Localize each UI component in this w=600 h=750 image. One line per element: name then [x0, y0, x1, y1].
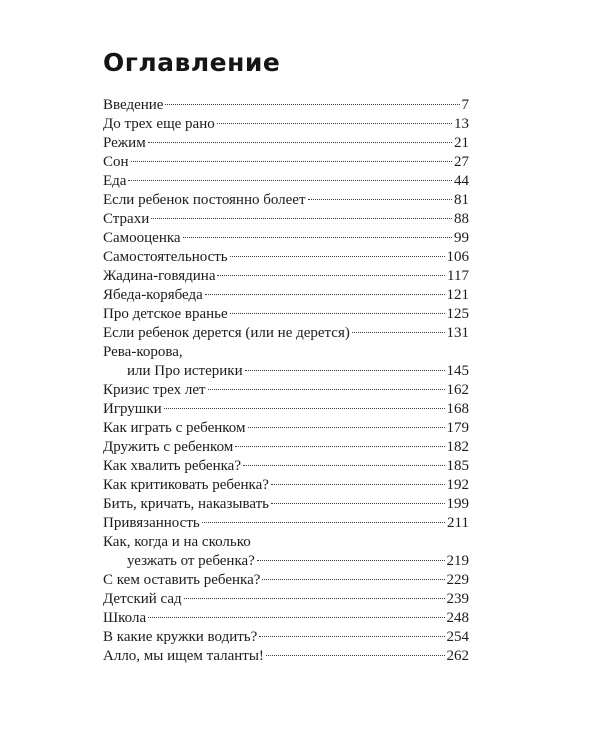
toc-page-number: 179: [446, 420, 469, 436]
toc-entry: [103, 400, 469, 419]
toc-entry: [103, 514, 469, 533]
toc-entry-row: [103, 438, 469, 457]
toc-entry-row: [103, 495, 469, 514]
toc-entry-row: [103, 267, 469, 286]
toc-entry: [103, 172, 469, 191]
toc-entry: [103, 210, 469, 229]
toc-entry: [103, 96, 469, 115]
dot-leader: [217, 123, 452, 124]
toc-entry: [103, 134, 469, 153]
toc-entry: [103, 571, 469, 590]
toc-entry-title-continued: уезжать от ребенка?: [127, 553, 255, 569]
toc-entry-title: Игрушки: [103, 401, 162, 417]
dot-leader: [245, 370, 445, 371]
toc-entry-title-continued: или Про истерики: [127, 363, 243, 379]
toc-entry-row: [103, 229, 469, 248]
toc-entry: [103, 495, 469, 514]
toc-entry-row: [103, 210, 469, 229]
toc-entry: [103, 286, 469, 305]
toc-entry: [103, 343, 469, 381]
toc-page-number: 106: [446, 249, 469, 265]
toc-page-number: 81: [454, 192, 469, 208]
toc-page-number: 192: [446, 477, 469, 493]
toc-entry: [103, 248, 469, 267]
toc-page-number: 219: [446, 553, 469, 569]
toc-entry-row: [103, 286, 469, 305]
toc-entry: [103, 419, 469, 438]
toc-page-number: 248: [446, 610, 469, 626]
toc-entry-title: Рева-корова,: [103, 344, 183, 360]
toc-entry-row: [103, 400, 469, 419]
dot-leader: [230, 256, 445, 257]
toc-page-number: 211: [447, 515, 469, 531]
dot-leader: [352, 332, 445, 333]
dot-leader: [151, 218, 452, 219]
toc-page-number: 168: [446, 401, 469, 417]
toc-entry: [103, 609, 469, 628]
toc-entry-title: Если ребенок постоянно болеет: [103, 192, 306, 208]
toc-entry: [103, 324, 469, 343]
dot-leader: [248, 427, 445, 428]
toc-entry-row: [103, 609, 469, 628]
toc-entry-title: Привязанность: [103, 515, 200, 531]
toc-entry-title: Самостоятельность: [103, 249, 228, 265]
toc-entry-title: Про детское вранье: [103, 306, 228, 322]
toc-entry-title: Самооценка: [103, 230, 181, 246]
dot-leader: [308, 199, 452, 200]
toc-page-number: 121: [446, 287, 469, 303]
toc-entry-title: Если ребенок дерется (или не дерется): [103, 325, 350, 341]
table-of-contents: [103, 96, 469, 666]
toc-entry: [103, 305, 469, 324]
dot-leader: [148, 142, 452, 143]
dot-leader: [230, 313, 445, 314]
dot-leader: [271, 503, 444, 504]
toc-entry-row: [103, 191, 469, 210]
toc-entry-row: [103, 571, 469, 590]
dot-leader: [235, 446, 444, 447]
toc-entry-title: Алло, мы ищем таланты!: [103, 648, 264, 664]
toc-entry: [103, 115, 469, 134]
toc-entry-row: [103, 457, 469, 476]
toc-entry: [103, 457, 469, 476]
toc-entry-row: [103, 514, 469, 533]
toc-entry-row: [103, 134, 469, 153]
toc-entry-row: [103, 476, 469, 495]
toc-entry-title: Как критиковать ребенка?: [103, 477, 269, 493]
toc-entry-title: Как играть с ребенком: [103, 420, 246, 436]
toc-entry: [103, 381, 469, 400]
toc-entry-row: [103, 552, 469, 571]
dot-leader: [257, 560, 445, 561]
toc-entry: [103, 229, 469, 248]
dot-leader: [243, 465, 445, 466]
dot-leader: [208, 389, 445, 390]
toc-page-number: 145: [446, 363, 469, 379]
toc-entry: [103, 438, 469, 457]
toc-page-number: 13: [454, 116, 469, 132]
toc-entry-title: Жадина-говядина: [103, 268, 216, 284]
dot-leader: [184, 598, 445, 599]
toc-page-number: 7: [461, 97, 469, 113]
toc-page-number: 254: [446, 629, 469, 645]
toc-entry-title: Кризис трех лет: [103, 382, 206, 398]
toc-entry: [103, 533, 469, 571]
toc-entry-row: [103, 172, 469, 191]
toc-page-number: 117: [447, 268, 469, 284]
toc-entry-title: Как, когда и на сколько: [103, 534, 251, 550]
dot-leader: [266, 655, 445, 656]
dot-leader: [271, 484, 445, 485]
toc-entry-row: [103, 419, 469, 438]
toc-page-number: 182: [446, 439, 469, 455]
toc-entry-title: До трех еще рано: [103, 116, 215, 132]
toc-entry-row: [103, 590, 469, 609]
dot-leader: [202, 522, 445, 523]
toc-entry: [103, 628, 469, 647]
toc-entry-row: [103, 305, 469, 324]
toc-entry-row: [103, 115, 469, 134]
toc-entry-title: Детский сад: [103, 591, 182, 607]
toc-entry-title: С кем оставить ребенка?: [103, 572, 261, 588]
toc-page-number: 88: [454, 211, 469, 227]
dot-leader: [183, 237, 452, 238]
toc-entry-title: Дружить с ребенком: [103, 439, 234, 455]
dot-leader: [217, 275, 445, 276]
toc-entry-title: Сон: [103, 154, 129, 170]
toc-entry: [103, 476, 469, 495]
toc-page-number: 27: [454, 154, 469, 170]
toc-page-number: 262: [446, 648, 469, 664]
toc-page-number: 99: [454, 230, 469, 246]
dot-leader: [262, 579, 444, 580]
toc-entry: [103, 153, 469, 172]
toc-entry-row: [103, 381, 469, 400]
toc-entry-row: [103, 628, 469, 647]
toc-entry-title: Еда: [103, 173, 127, 189]
toc-entry-title: Как хвалить ребенка?: [103, 458, 241, 474]
toc-entry-title: Ябеда-корябеда: [103, 287, 203, 303]
toc-page-number: 21: [454, 135, 469, 151]
dot-leader: [165, 104, 459, 105]
toc-page-number: 185: [446, 458, 469, 474]
toc-entry-title: Бить, кричать, наказывать: [103, 496, 270, 512]
toc-entry-title: В какие кружки водить?: [103, 629, 258, 645]
toc-entry: [103, 590, 469, 609]
toc-entry-title: Страхи: [103, 211, 150, 227]
page-title: Оглавление: [103, 48, 281, 77]
toc-page-number: 125: [446, 306, 469, 322]
toc-entry-title: Режим: [103, 135, 146, 151]
toc-page-number: 131: [446, 325, 469, 341]
toc-entry-row: [103, 153, 469, 172]
toc-entry-row: [103, 324, 469, 343]
toc-entry-row: [103, 248, 469, 267]
toc-entry-title: Введение: [103, 97, 164, 113]
toc-page-number: 229: [446, 572, 469, 588]
toc-entry: [103, 267, 469, 286]
toc-entry-row: [103, 362, 469, 381]
dot-leader: [128, 180, 452, 181]
dot-leader: [164, 408, 445, 409]
toc-entry-row: [103, 96, 469, 115]
toc-entry-title: Школа: [103, 610, 147, 626]
toc-entry: [103, 191, 469, 210]
dot-leader: [205, 294, 445, 295]
toc-entry: [103, 647, 469, 666]
dot-leader: [131, 161, 452, 162]
toc-page-number: 44: [454, 173, 469, 189]
toc-page-number: 162: [446, 382, 469, 398]
toc-page-number: 239: [446, 591, 469, 607]
toc-entry-row: [103, 647, 469, 666]
dot-leader: [148, 617, 444, 618]
dot-leader: [259, 636, 444, 637]
toc-page-number: 199: [446, 496, 469, 512]
